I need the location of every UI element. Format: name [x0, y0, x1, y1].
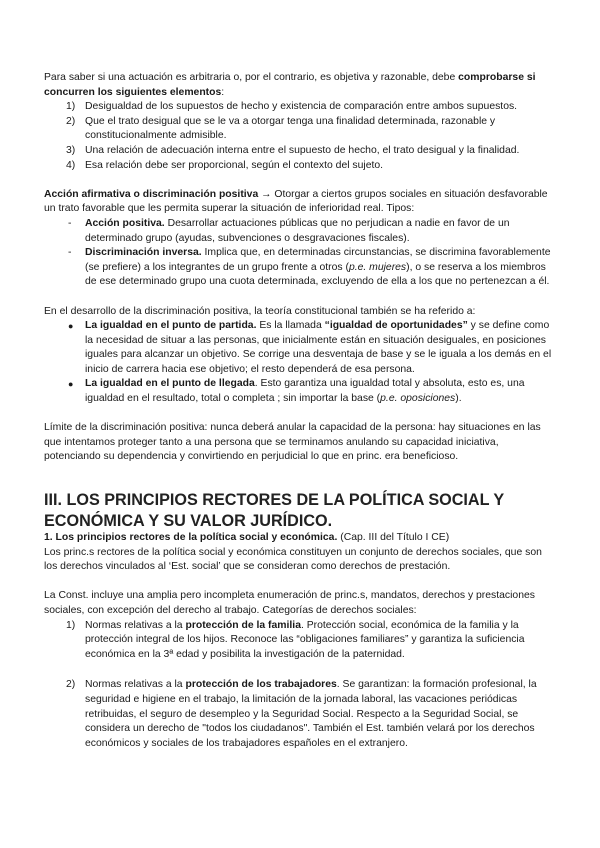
paragraph-constitution: La Const. incluye una amplia pero incompleta enumeración de princ.s, mandatos, derechos y prestaciones sociales, con excepción del derecho al trabajo. Categorías de derechos sociales: — [44, 590, 535, 616]
social-rights-list — [44, 619, 556, 752]
paragraph-affirmative-action: Acción afirmativa o discriminación positiva → Otorgar a ciertos grupos sociales en situación desfavorable un trato favorable que les permita superar la situación de inferioridad real. Tipos: — [44, 188, 548, 215]
list-item: 4) Esa relación debe ser proporcional, según el contexto del sujeto. — [66, 159, 384, 171]
list-item: ● La igualdad en el punto de partida. Es la llamada “igualdad de oportunidades” y se define como la necesidad de situar a las personas, que inicialmente están en situación desiguales, en posiciones iguales para alcanzar un objetivo. Se corrige una desventaja de base y se le iguala a los demás en el inicio de carrera hacia ese objetivo; el resto dependerá de esa persona. — [68, 320, 552, 375]
list-item: ● La igualdad en el punto de llegada. Esto garantiza una igualdad total y absoluta, esto es, una igualdad en el resultado, total o completa ; sin importar la base (p.e. oposiciones). — [68, 378, 525, 405]
list-item: - Acción positiva. Desarrollar actuaciones públicas que no perjudican a nadie en favor de un determinado grupo (ayudas, subvenciones o desgravaciones fiscales). — [68, 217, 510, 244]
paragraph-positive-discrimination: En el desarrollo de la discriminación positiva, la teoría constitucional también se ha referido a: — [44, 305, 476, 317]
list-item: 3) Una relación de adecuación interna entre el supuesto de hecho, el trato desigual y la finalidad. — [66, 144, 520, 156]
list-item: 1) Desigualdad de los supuestos de hecho y existencia de comparación entre ambos supuestos. — [66, 101, 518, 113]
document-body — [44, 71, 556, 751]
list-item: 2) Que el trato desigual que se le va a otorgar tenga una finalidad determinada, razonable y constitucionalmente admisible. — [66, 115, 496, 142]
paragraph-limit: Límite de la discriminación positiva: nunca deberá anular la capacidad de la persona: hay situaciones en las que intentamos proteger tanto a una persona que se terminamos anulando su capacidad iniciativa, potenciando su dependencia y convirtiendo en perjudicial lo que en princ. era beneficioso. — [44, 422, 541, 463]
list-item: 2) Normas relativas a la protección de los trabajadores. Se garantizan: la formación profesional, la seguridad e higiene en el trabajo, la limitación de la jornada laboral, las vacaciones periódicas retribuidas, el seguro de desempleo y la Seguridad Social. Respecto a la Seguridad Social, se considera un derecho de "todos los ciudadanos". También el Est. también velará por los derechos económicos y sociales de los trabajadores españoles en el extranjero. — [66, 679, 537, 749]
paragraph-arbitrariness: Para saber si una actuación es arbitraria o, por el contrario, es objetiva y razonable, debe comprobarse si concurren los siguientes elementos: — [44, 72, 536, 98]
paragraph-principles: Los princ.s rectores de la política social y económica constituyen un conjunto de derechos sociales, que son los derechos vinculados al ‘Est. social’ que se consideran como derechos de prestación. — [44, 546, 542, 573]
list-item: - Discriminación inversa. Implica que, en determinadas circunstancias, se discrimina favorablemente (se prefiere) a los integrantes de un grupo frente a otros (p.e. mujeres), o se reserva a los miembros de ese determinado grupo una cuota determinada, excluyendo de ella a los que no pertenezcan a él. — [68, 247, 551, 288]
criteria-list — [44, 100, 556, 173]
subsection-heading: 1. Los principios rectores de la política social y económica. (Cap. III del Título I CE) — [44, 532, 450, 544]
types-list — [44, 217, 556, 290]
equality-list — [44, 319, 556, 407]
section-heading: III. LOS PRINCIPIOS RECTORES DE LA POLÍTICA SOCIAL Y ECONÓMICA Y SU VALOR JURÍDICO. — [44, 491, 504, 530]
list-item: 1) Normas relativas a la protección de la familia. Protección social, económica de la familia y la protección integral de los hijos. Reconoce las “obligaciones familiares” y garantiza la suficiencia económica en la 3ª edad y posibilita la investigación de la paternidad. — [66, 619, 525, 660]
